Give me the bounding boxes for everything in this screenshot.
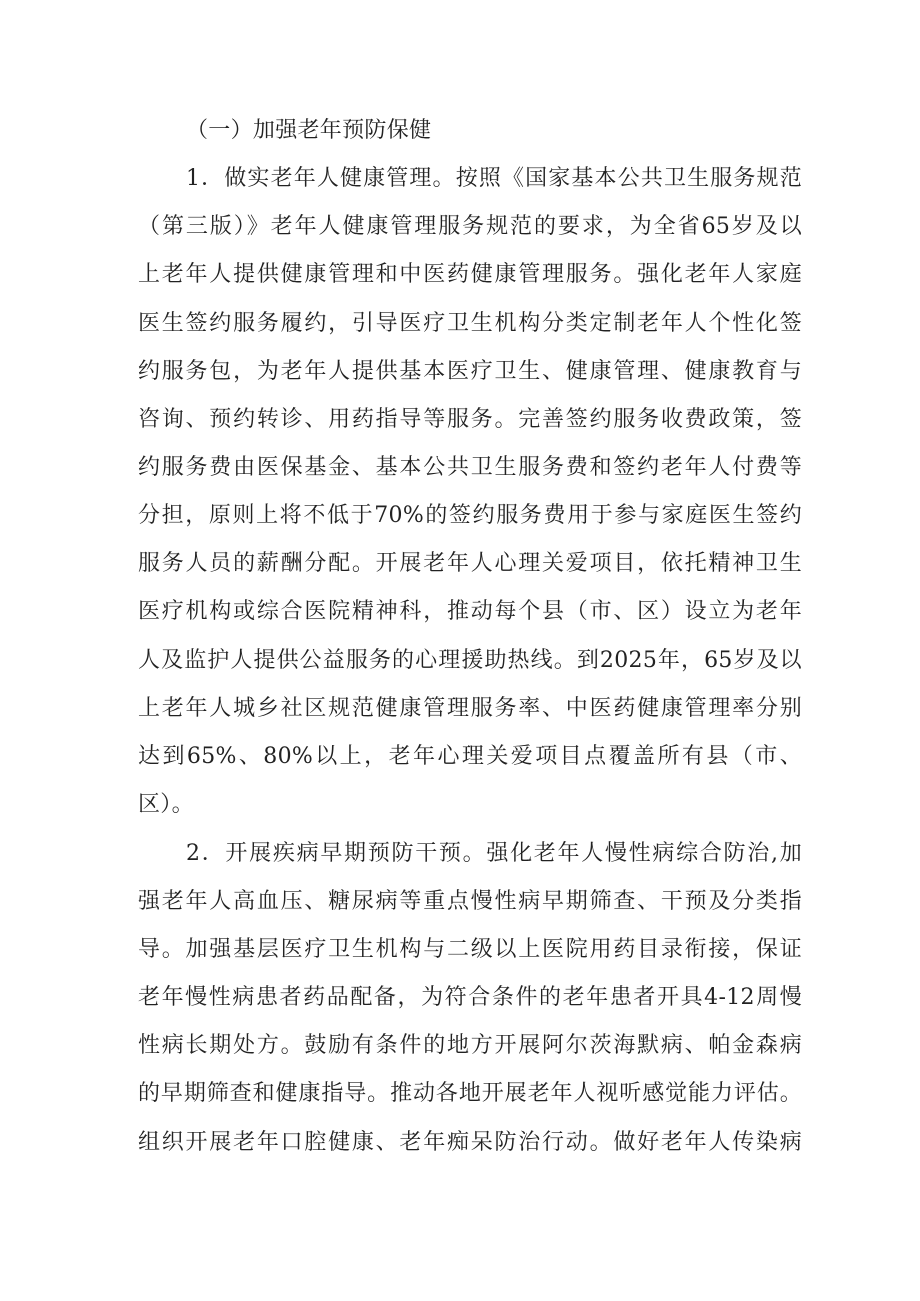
paragraph-1-line: 医生签约服务履约，引导医疗卫生机构分类定制老年人个性化签 bbox=[138, 311, 802, 336]
paragraph-1-line: 约服务包，为老年人提供基本医疗卫生、健康管理、健康教育与 bbox=[138, 359, 802, 384]
paragraph-1-line: （第三版）》老年人健康管理服务规范的要求，为全省65岁及以 bbox=[138, 214, 802, 239]
paragraph-2-line: 强老年人高血压、糖尿病等重点慢性病早期筛查、干预及分类指 bbox=[138, 889, 802, 914]
paragraph-2-line: 2．开展疾病早期预防干预。强化老年人慢性病综合防治,加 bbox=[186, 841, 802, 866]
paragraph-2-line: 性病长期处方。鼓励有条件的地方开展阿尔茨海默病、帕金森病 bbox=[138, 1033, 802, 1058]
paragraph-2-line: 的早期筛查和健康指导。推动各地开展老年人视听感觉能力评估。 bbox=[138, 1081, 802, 1106]
paragraph-1-line: 上老年人城乡社区规范健康管理服务率、中医药健康管理率分别 bbox=[138, 696, 802, 721]
paragraph-2-line: 组织开展老年口腔健康、老年痴呆防治行动。做好老年人传染病 bbox=[138, 1130, 802, 1155]
paragraph-1-line: 医疗机构或综合医院精神科，推动每个县（市、区）设立为老年 bbox=[138, 599, 802, 624]
paragraph-1-line: 约服务费由医保基金、基本公共卫生服务费和签约老年人付费等 bbox=[138, 455, 802, 480]
paragraph-2-line: 导。加强基层医疗卫生机构与二级以上医院用药目录衔接，保证 bbox=[138, 937, 802, 962]
paragraph-1-line: 区）。 bbox=[138, 792, 194, 817]
section-heading: （一）加强老年预防保健 bbox=[186, 118, 432, 143]
paragraph-2-line: 老年慢性病患者药品配备，为符合条件的老年患者开具4-12周慢 bbox=[138, 985, 802, 1010]
paragraph-1-line: 人及监护人提供公益服务的心理援助热线。到2025年，65岁及以 bbox=[138, 648, 802, 673]
paragraph-1-line: 1．做实老年人健康管理。按照《国家基本公共卫生服务规范 bbox=[186, 166, 802, 191]
paragraph-1-line: 咨询、预约转诊、用药指导等服务。完善签约服务收费政策，签 bbox=[138, 407, 802, 432]
paragraph-1-line: 达到65%、80%以上，老年心理关爱项目点覆盖所有县（市、 bbox=[138, 744, 802, 769]
paragraph-1-line: 分担，原则上将不低于70%的签约服务费用于参与家庭医生签约 bbox=[138, 503, 802, 528]
paragraph-1-line: 服务人员的薪酬分配。开展老年人心理关爱项目，依托精神卫生 bbox=[138, 551, 802, 576]
paragraph-1-line: 上老年人提供健康管理和中医药健康管理服务。强化老年人家庭 bbox=[138, 262, 802, 287]
